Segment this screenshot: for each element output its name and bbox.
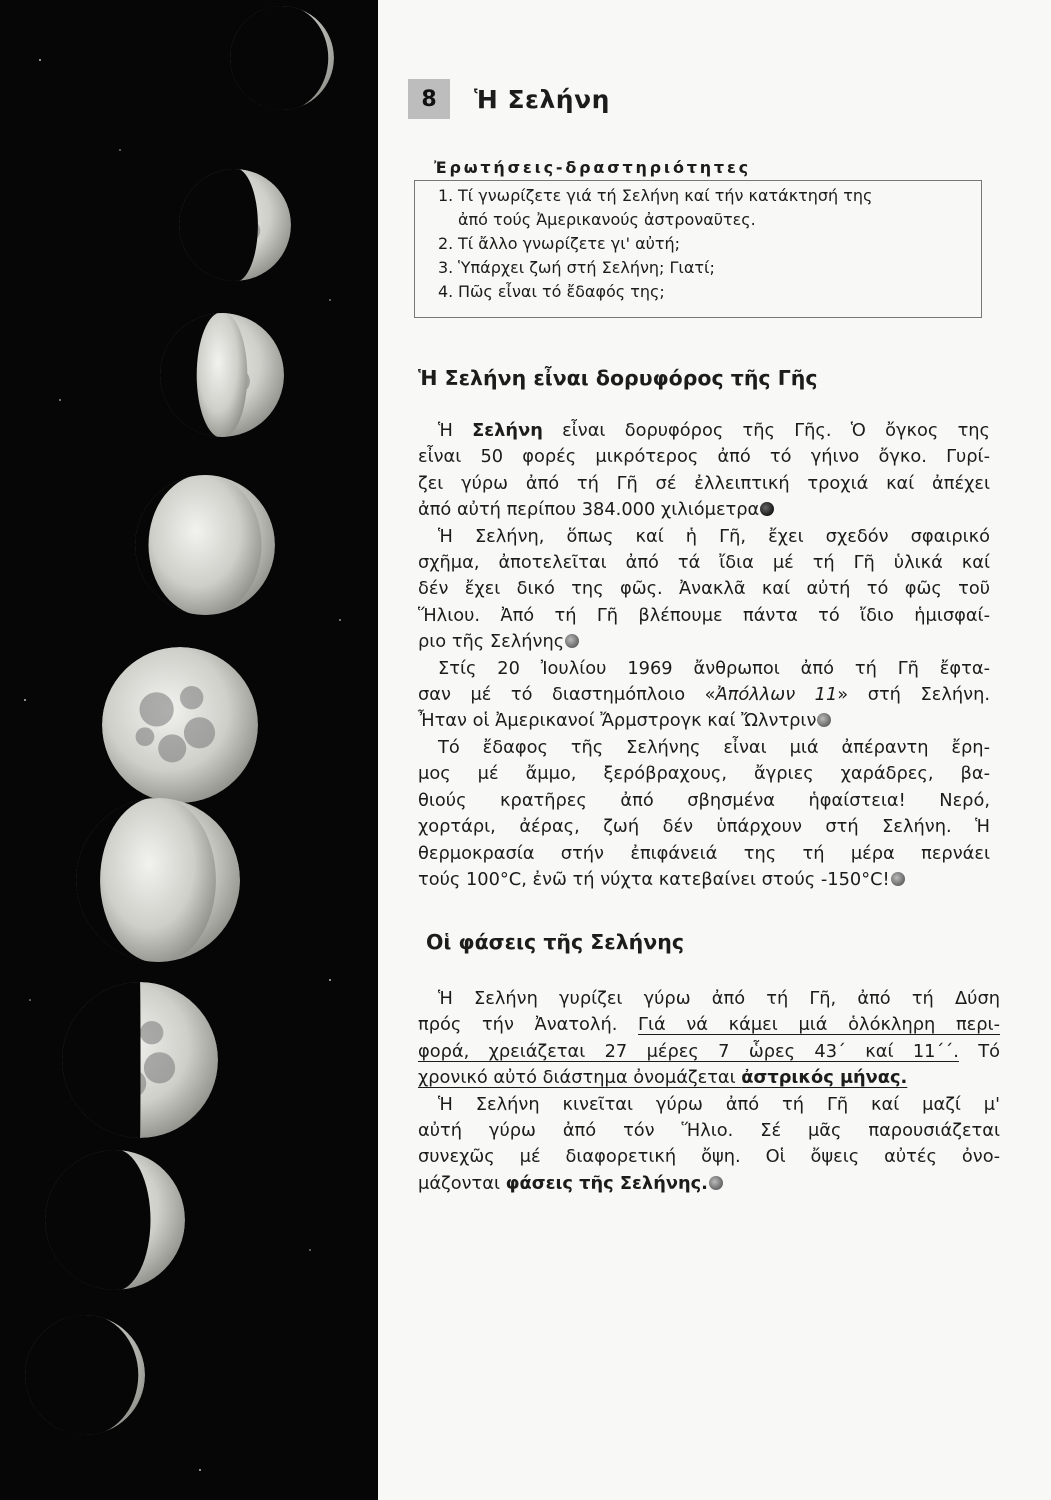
footnote-marker-icon: [565, 634, 579, 648]
moon-full-moon: [102, 647, 258, 803]
questions-list: [438, 184, 872, 304]
section-heading-phases: Οἱ φάσεις τῆς Σελήνης: [426, 930, 684, 954]
footnote-marker-icon: [760, 502, 774, 516]
page-header: [408, 78, 610, 120]
moon-waning-gibbous: [74, 796, 240, 964]
footnote-marker-icon: [891, 872, 905, 886]
moon-phases-photo: [0, 0, 378, 1500]
moon-last-quarter: [60, 980, 218, 1140]
footnote-marker-icon: [709, 1176, 723, 1190]
moon-phases-figure: [0, 0, 378, 1500]
section-heading-satellite: Ἡ Σελήνη εἶναι δορυφόρος τῆς Γῆς: [418, 366, 818, 390]
moon-thin-crescent-bottom: [23, 1313, 145, 1437]
paragraph-satellite: Ἡ Σελήνη εἶναι δορυφόρος τῆς Γῆς. Ὁ ὄγκος της εἶναι 50 φορές μικρότερος ἀπό τό γήινο ὄγκο. Γυρί- ζει γύρω ἀπό τή Γῆ σέ ἐλλειπτική τροχιά καί ἀπέχει ἀπό αὐτή περίπου 384.000 χιλιόμετρα Ἡ Σελήνη, ὅπως καί ἡ Γῆ, ἔχει σχεδόν σφαιρικό σχῆμα, ἀποτελεῖται ἀπό τά ἴδια μέ τή Γῆ ὑλικά καί δέν ἔχει δικό της φῶς. Ἀνακλᾶ καί αὐτή τό φῶς τοῦ Ἥλιου. Ἀπό τή Γῆ βλέπουμε πάντα τό ἴδιο ἡμισφαί- ριο τῆς Σελήνης Στίς 20 Ἰουλίου 1969 ἄνθρωποι ἀπό τή Γῆ ἔφτα- σαν μέ τό διαστημόπλοιο «Ἀπόλλων 11» στή Σελήνη. Ἦταν οἱ Ἀμερικανοί Ἄρμστρογκ καί Ὤλντριν Τό ἔδαφος τῆς Σελήνης εἶναι μιά ἀπέραντη ἔρη- μος μέ ἄμμο, ξερόβραχους, ἄγριες χαράδρες, βα- θιούς κρατῆρες ἀπό σβησμένα ἡφαίστεια! Νερό, χορτάρι, ἀέρας, ζωή δέν ὑπάρχουν στή Σελήνη. Ἡ θερμοκρασία στήν ἐπιφάνειά της τή μέρα περνάει τούς 100°C, ἐνῶ τή νύχτα κατεβαίνει στούς -150°C!: [418, 420, 990, 890]
questions-title: Ἐρωτήσεις-δραστηριότητες: [430, 158, 755, 177]
list-item: 1. Τί γνωρίζετε γιά τή Σελήνη καί τήν κατάκτησή της: [438, 186, 873, 205]
list-item: 2. Τί ἄλλο γνωρίζετε γι' αὐτή;: [438, 234, 681, 253]
list-item: 4. Πῶς εἶναι τό ἔδαφός της;: [438, 282, 665, 301]
paragraph-phases: Ἡ Σελήνη γυρίζει γύρω ἀπό τή Γῆ, ἀπό τή Δύση πρός τήν Ἀνατολή. Γιά νά κάμει μιά ὁλόκληρη περι- φορά, χρειάζεται 27 μέρες 7 ὧρες 43΄ καί 11΄΄. Τό χρονικό αὐτό διάστημα ὀνομάζεται ἀστρικός μήνας. Ἡ Σελήνη κινεῖται γύρω ἀπό τή Γῆ καί μαζί μ' αὐτή γύρω ἀπό τόν Ἥλιο. Σέ μᾶς παρουσιάζεται συνεχῶς μέ διαφορετική ὄψη. Οἱ ὄψεις αὐτές ὀνο- μάζονται φάσεις τῆς Σελήνης.: [418, 988, 1000, 1194]
page-number: 8: [408, 79, 450, 119]
moon-waxing-gibbous: [158, 311, 284, 439]
list-item: ἀπό τούς Ἀμερικανούς ἀστροναῦτες.: [458, 210, 756, 229]
list-item: 3. Ὑπάρχει ζωή στή Σελήνη; Γιατί;: [438, 258, 715, 277]
footnote-marker-icon: [817, 713, 831, 727]
moon-nearly-full: [133, 473, 275, 617]
textbook-page: [378, 0, 1051, 1500]
moon-waning-crescent: [43, 1148, 185, 1292]
moon-waxing-crescent: [177, 167, 291, 283]
moon-thin-crescent-top: [228, 4, 334, 112]
chapter-title: Ἡ Σελήνη: [474, 84, 610, 114]
